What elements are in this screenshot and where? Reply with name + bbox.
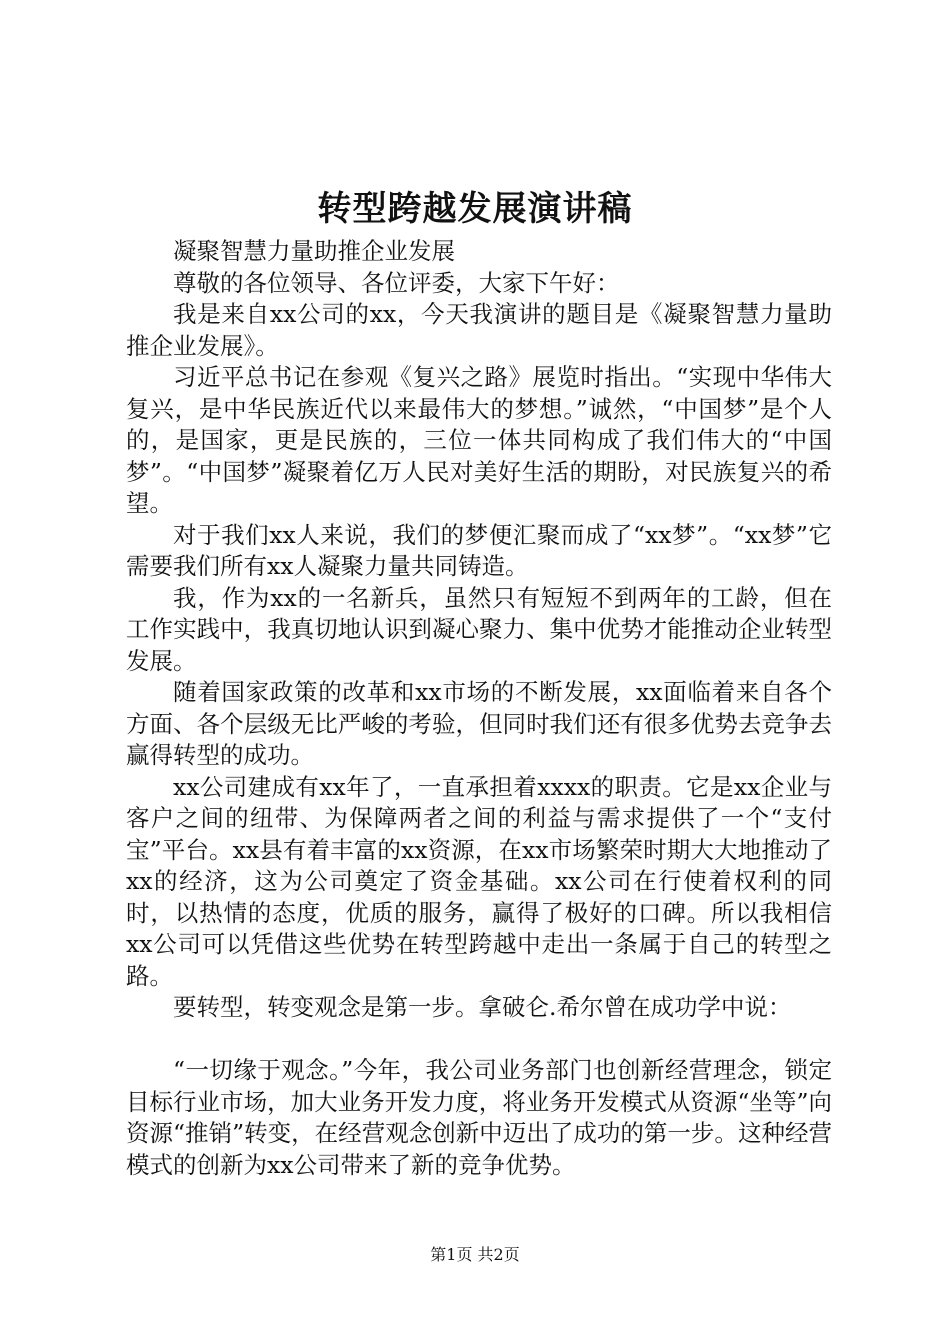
greeting-paragraph: 尊敬的各位领导、各位评委，大家下午好： bbox=[173, 268, 620, 297]
body-paragraph: 我是来自xx公司的xx，今天我演讲的题目是《凝聚智慧力量助推企业发展》。 bbox=[126, 300, 832, 360]
body-paragraph: “一切缘于观念。”今年，我公司业务部门也创新经营理念，锁定目标行业市场，加大业务开发力度，将业务开发模式从资源“坐等”向资源“推销”转变，在经营观念创新中迈出了成功的第一步。这种经营模式的创新为xx公司带来了新的竞争优势。 bbox=[126, 1056, 832, 1179]
body-paragraph: 对于我们xx人来说，我们的梦便汇聚而成了“xx梦”。“xx梦”它需要我们所有xx人凝聚力量共同铸造。 bbox=[126, 520, 832, 580]
body-paragraph: xx公司建成有xx年了，一直承担着xxxx的职责。它是xx企业与客户之间的纽带、为保障两者之间的利益与需求提供了一个“支付宝”平台。xx县有着丰富的xx资源，在xx市场繁荣时期大大地推动了xx的经济，这为公司奠定了资金基础。xx公司在行使着权利的同时，以热情的态度，优质的服务，赢得了极好的口碑。所以我相信xx公司可以凭借这些优势在转型跨越中走出一条属于自己的转型之路。 bbox=[126, 772, 832, 990]
body-paragraph: 随着国家政策的改革和xx市场的不断发展，xx面临着来自各个方面、各个层级无比严峻的考验，但同时我们还有很多优势去竞争去赢得转型的成功。 bbox=[126, 678, 832, 769]
document-body bbox=[126, 236, 832, 1181]
document-title: 转型跨越发展演讲稿 bbox=[317, 189, 633, 229]
body-paragraph: 我，作为xx的一名新兵，虽然只有短短不到两年的工龄，但在工作实践中，我真切地认识到凝心聚力、集中优势才能推动企业转型发展。 bbox=[126, 583, 832, 675]
body-paragraph: 要转型，转变观念是第一步。拿破仑.希尔曾在成功学中说： bbox=[173, 993, 792, 1021]
subtitle-paragraph: 凝聚智慧力量助推企业发展 bbox=[173, 237, 455, 265]
body-paragraph: 习近平总书记在参观《复兴之路》展览时指出。“实现中华伟大复兴，是中华民族近代以来最伟大的梦想。”诚然，“中国梦”是个人的，是国家，更是民族的，三位一体共同构成了我们伟大的“中国梦”。“中国梦”凝聚着亿万人民对美好生活的期盼，对民族复兴的希望。 bbox=[126, 363, 832, 517]
page-footer: 第1页 共2页 bbox=[430, 1245, 520, 1264]
